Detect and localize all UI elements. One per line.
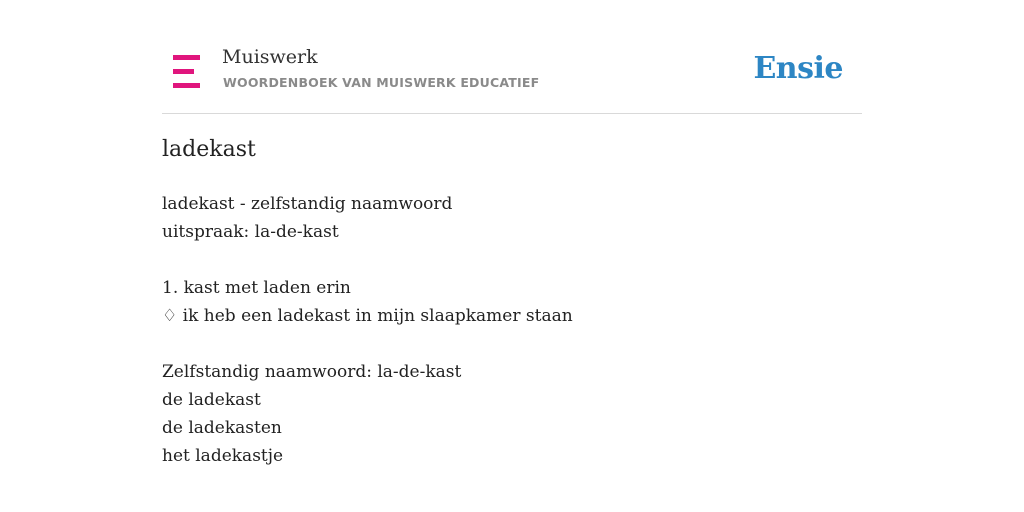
brand-subtitle: WOORDENBOEK VAN MUISWERK EDUCATIEF	[223, 75, 540, 90]
entry-line: ♢ ik heb een ladekast in mijn slaapkamer staan	[162, 306, 573, 326]
entry-line	[162, 330, 573, 358]
entry-title: ladekast	[162, 137, 256, 162]
entry-line: de ladekast	[162, 390, 261, 410]
muiswerk-logo-icon[interactable]	[173, 55, 200, 88]
site-header	[162, 40, 862, 114]
entry-line	[162, 246, 573, 274]
entry-line: het ladekastje	[162, 446, 284, 466]
brand-name[interactable]: Muiswerk	[222, 46, 318, 68]
entry-body	[162, 190, 573, 470]
ensie-logo[interactable]: Ensie	[753, 51, 843, 86]
entry-line: de ladekasten	[162, 418, 282, 438]
entry-line: 1. kast met laden erin	[162, 278, 351, 298]
entry-line: ladekast - zelfstandig naamwoord	[162, 194, 453, 214]
entry-line: Zelfstandig naamwoord: la-de-kast	[162, 362, 462, 382]
entry-line: uitspraak: la-de-kast	[162, 222, 339, 242]
